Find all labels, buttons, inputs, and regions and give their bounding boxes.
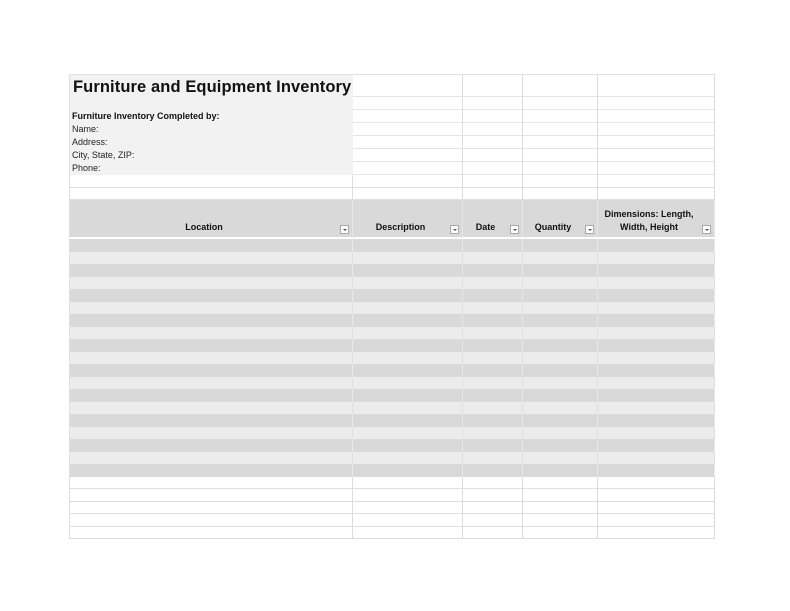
dropdown-filter-icon[interactable] — [340, 225, 349, 234]
spacer-row — [69, 97, 715, 110]
table-cell[interactable] — [353, 377, 463, 390]
cell[interactable] — [523, 162, 598, 175]
column-header-label: Location — [185, 222, 223, 232]
page-title: Furniture and Equipment Inventory — [73, 78, 352, 96]
table-cell[interactable] — [69, 277, 353, 290]
table-cell[interactable] — [463, 352, 523, 365]
table-cell[interactable] — [463, 377, 523, 390]
cell[interactable] — [598, 175, 715, 188]
table-row — [69, 464, 715, 477]
table-cell[interactable] — [598, 239, 715, 252]
table-cell[interactable] — [69, 414, 353, 427]
table-cell[interactable] — [598, 389, 715, 402]
table-row — [69, 302, 715, 315]
cell[interactable] — [463, 123, 523, 136]
table-cell[interactable] — [463, 389, 523, 402]
table-cell[interactable] — [69, 377, 353, 390]
table-cell[interactable] — [353, 364, 463, 377]
table-cell[interactable] — [523, 489, 598, 502]
name-field[interactable] — [69, 123, 353, 136]
table-cell[interactable] — [463, 314, 523, 327]
cell[interactable] — [523, 123, 598, 136]
column-header-date[interactable] — [463, 200, 523, 239]
table-row — [69, 239, 715, 252]
table-cell[interactable] — [598, 352, 715, 365]
address-row — [69, 136, 715, 149]
table-cell[interactable] — [598, 427, 715, 440]
table-cell[interactable] — [463, 339, 523, 352]
table-cell[interactable] — [353, 527, 463, 540]
cell[interactable] — [353, 123, 463, 136]
table-cell[interactable] — [463, 289, 523, 302]
completed-by-cell[interactable] — [69, 110, 353, 123]
table-cell[interactable] — [69, 264, 353, 277]
cell[interactable] — [523, 74, 598, 97]
table-cell[interactable] — [523, 439, 598, 452]
table-cell[interactable] — [598, 477, 715, 490]
table-cell[interactable] — [69, 339, 353, 352]
cell[interactable] — [598, 110, 715, 123]
table-cell[interactable] — [598, 252, 715, 265]
table-cell[interactable] — [523, 427, 598, 440]
table-cell[interactable] — [523, 514, 598, 527]
phone-row — [69, 162, 715, 175]
table-cell[interactable] — [523, 302, 598, 315]
table-cell[interactable] — [463, 239, 523, 252]
cell[interactable] — [353, 149, 463, 162]
spacer-row — [69, 188, 715, 201]
table-row — [69, 364, 715, 377]
column-header-label-line1: Dimensions: Length, — [604, 209, 694, 219]
phone-label: Phone: — [72, 163, 101, 173]
table-cell[interactable] — [69, 502, 353, 515]
cell[interactable] — [598, 97, 715, 110]
spacer-row — [69, 175, 715, 188]
table-row — [69, 452, 715, 465]
table-cell[interactable] — [69, 352, 353, 365]
cell[interactable] — [353, 188, 463, 201]
cell[interactable] — [69, 97, 353, 110]
table-cell[interactable] — [598, 327, 715, 340]
cell[interactable] — [598, 123, 715, 136]
cell[interactable] — [69, 175, 353, 188]
table-cell[interactable] — [598, 377, 715, 390]
table-cell[interactable] — [463, 327, 523, 340]
title-cell[interactable] — [69, 74, 353, 97]
table-row — [69, 389, 715, 402]
column-header-label: Description — [375, 222, 426, 232]
column-header-label — [598, 208, 700, 234]
table-cell[interactable] — [523, 377, 598, 390]
cell[interactable] — [463, 74, 523, 97]
table-cell[interactable] — [353, 414, 463, 427]
table-cell[interactable] — [463, 364, 523, 377]
table-cell[interactable] — [523, 527, 598, 540]
table-cell[interactable] — [523, 314, 598, 327]
cell[interactable] — [523, 110, 598, 123]
dropdown-filter-icon[interactable] — [450, 225, 459, 234]
table-cell[interactable] — [598, 402, 715, 415]
table-cell[interactable] — [353, 239, 463, 252]
cell[interactable] — [598, 149, 715, 162]
table-row — [69, 439, 715, 452]
completed-by-label: Furniture Inventory Completed by: — [72, 111, 220, 121]
name-row — [69, 123, 715, 136]
table-row — [69, 414, 715, 427]
cell[interactable] — [598, 188, 715, 201]
cell[interactable] — [353, 136, 463, 149]
cell[interactable] — [463, 188, 523, 201]
table-cell[interactable] — [523, 264, 598, 277]
cell[interactable] — [523, 149, 598, 162]
table-cell[interactable] — [353, 252, 463, 265]
table-cell[interactable] — [463, 302, 523, 315]
table-cell[interactable] — [523, 452, 598, 465]
cell[interactable] — [463, 136, 523, 149]
table-row — [69, 477, 715, 490]
city-state-zip-label: City, State, ZIP: — [72, 150, 135, 160]
table-cell[interactable] — [353, 514, 463, 527]
cell[interactable] — [353, 97, 463, 110]
table-cell[interactable] — [69, 302, 353, 315]
table-cell[interactable] — [598, 502, 715, 515]
table-cell[interactable] — [69, 452, 353, 465]
address-field[interactable] — [69, 136, 353, 149]
table-cell[interactable] — [69, 314, 353, 327]
title-row — [69, 74, 715, 97]
column-header-label: Quantity — [534, 222, 572, 232]
table-cell[interactable] — [463, 252, 523, 265]
table-cell[interactable] — [463, 477, 523, 490]
table-cell[interactable] — [523, 477, 598, 490]
table-cell[interactable] — [69, 289, 353, 302]
cell[interactable] — [353, 162, 463, 175]
table-cell[interactable] — [353, 477, 463, 490]
table-cell[interactable] — [523, 339, 598, 352]
table-cell[interactable] — [353, 502, 463, 515]
table-cell[interactable] — [598, 277, 715, 290]
table-cell[interactable] — [353, 389, 463, 402]
table-cell[interactable] — [523, 327, 598, 340]
cell[interactable] — [69, 188, 353, 201]
table-cell[interactable] — [69, 252, 353, 265]
table-cell[interactable] — [598, 414, 715, 427]
table-cell[interactable] — [463, 439, 523, 452]
table-cell[interactable] — [69, 477, 353, 490]
table-cell[interactable] — [598, 339, 715, 352]
table-cell[interactable] — [598, 527, 715, 540]
table-row — [69, 377, 715, 390]
table-row — [69, 402, 715, 415]
table-cell[interactable] — [523, 252, 598, 265]
table-cell[interactable] — [463, 414, 523, 427]
dropdown-filter-icon[interactable] — [510, 225, 519, 234]
table-cell[interactable] — [523, 402, 598, 415]
cell[interactable] — [463, 97, 523, 110]
table-cell[interactable] — [463, 264, 523, 277]
table-cell[interactable] — [353, 277, 463, 290]
table-cell[interactable] — [69, 489, 353, 502]
table-cell[interactable] — [69, 389, 353, 402]
table-cell[interactable] — [463, 502, 523, 515]
table-row — [69, 339, 715, 352]
cell[interactable] — [463, 175, 523, 188]
table-body — [69, 239, 715, 539]
table-cell[interactable] — [598, 264, 715, 277]
table-cell[interactable] — [463, 527, 523, 540]
table-row — [69, 427, 715, 440]
column-header-dimensions[interactable] — [598, 200, 715, 239]
column-header-location[interactable] — [69, 200, 353, 239]
table-cell[interactable] — [523, 364, 598, 377]
table-cell[interactable] — [523, 289, 598, 302]
table-cell[interactable] — [353, 302, 463, 315]
name-label: Name: — [72, 124, 99, 134]
table-cell[interactable] — [598, 314, 715, 327]
table-cell[interactable] — [523, 239, 598, 252]
column-header-description[interactable] — [353, 200, 463, 239]
completed-by-row — [69, 110, 715, 123]
cell[interactable] — [353, 175, 463, 188]
city-state-zip-field[interactable] — [69, 149, 353, 162]
cell[interactable] — [598, 136, 715, 149]
table-cell[interactable] — [598, 439, 715, 452]
table-row — [69, 514, 715, 527]
table-row — [69, 277, 715, 290]
table-cell[interactable] — [353, 339, 463, 352]
column-header-label-line2: Width, Height — [620, 222, 678, 232]
table-row — [69, 252, 715, 265]
table-cell[interactable] — [69, 327, 353, 340]
table-cell[interactable] — [463, 514, 523, 527]
table-cell[interactable] — [598, 452, 715, 465]
table-row — [69, 327, 715, 340]
cell[interactable] — [523, 188, 598, 201]
cell[interactable] — [598, 162, 715, 175]
table-cell[interactable] — [69, 402, 353, 415]
cell[interactable] — [598, 74, 715, 97]
table-cell[interactable] — [523, 502, 598, 515]
table-row — [69, 489, 715, 502]
address-label: Address: — [72, 137, 108, 147]
table-row — [69, 352, 715, 365]
table-cell[interactable] — [598, 302, 715, 315]
table-row — [69, 264, 715, 277]
table-cell[interactable] — [463, 402, 523, 415]
table-cell[interactable] — [353, 452, 463, 465]
table-cell[interactable] — [523, 464, 598, 477]
table-cell[interactable] — [69, 439, 353, 452]
inventory-sheet — [69, 74, 715, 539]
cell[interactable] — [463, 162, 523, 175]
table-row — [69, 314, 715, 327]
cell[interactable] — [353, 110, 463, 123]
cell[interactable] — [523, 175, 598, 188]
table-cell[interactable] — [69, 514, 353, 527]
table-cell[interactable] — [353, 352, 463, 365]
table-cell[interactable] — [598, 489, 715, 502]
table-cell[interactable] — [598, 289, 715, 302]
table-cell[interactable] — [353, 439, 463, 452]
cell[interactable] — [523, 136, 598, 149]
table-cell[interactable] — [463, 427, 523, 440]
table-cell[interactable] — [69, 427, 353, 440]
table-cell[interactable] — [598, 514, 715, 527]
table-cell[interactable] — [353, 489, 463, 502]
table-cell[interactable] — [523, 352, 598, 365]
cell[interactable] — [523, 97, 598, 110]
table-cell[interactable] — [523, 389, 598, 402]
column-header-label: Date — [475, 222, 496, 232]
dropdown-filter-icon[interactable] — [702, 225, 711, 234]
table-cell[interactable] — [353, 264, 463, 277]
table-row — [69, 527, 715, 540]
phone-field[interactable] — [69, 162, 353, 175]
cell[interactable] — [463, 110, 523, 123]
table-cell[interactable] — [523, 414, 598, 427]
table-cell[interactable] — [523, 277, 598, 290]
table-cell[interactable] — [463, 452, 523, 465]
table-cell[interactable] — [353, 464, 463, 477]
table-cell[interactable] — [69, 464, 353, 477]
cell[interactable] — [463, 149, 523, 162]
table-cell[interactable] — [598, 464, 715, 477]
table-cell[interactable] — [69, 527, 353, 540]
table-cell[interactable] — [353, 327, 463, 340]
table-cell[interactable] — [463, 277, 523, 290]
column-header-quantity[interactable] — [523, 200, 598, 239]
cell[interactable] — [353, 74, 463, 97]
table-cell[interactable] — [353, 314, 463, 327]
table-row — [69, 289, 715, 302]
dropdown-filter-icon[interactable] — [585, 225, 594, 234]
table-cell[interactable] — [353, 402, 463, 415]
table-cell[interactable] — [598, 364, 715, 377]
table-cell[interactable] — [463, 464, 523, 477]
table-cell[interactable] — [69, 364, 353, 377]
table-row — [69, 502, 715, 515]
table-cell[interactable] — [69, 239, 353, 252]
table-cell[interactable] — [353, 289, 463, 302]
table-header — [69, 200, 715, 239]
table-cell[interactable] — [463, 489, 523, 502]
city-state-zip-row — [69, 149, 715, 162]
table-cell[interactable] — [353, 427, 463, 440]
